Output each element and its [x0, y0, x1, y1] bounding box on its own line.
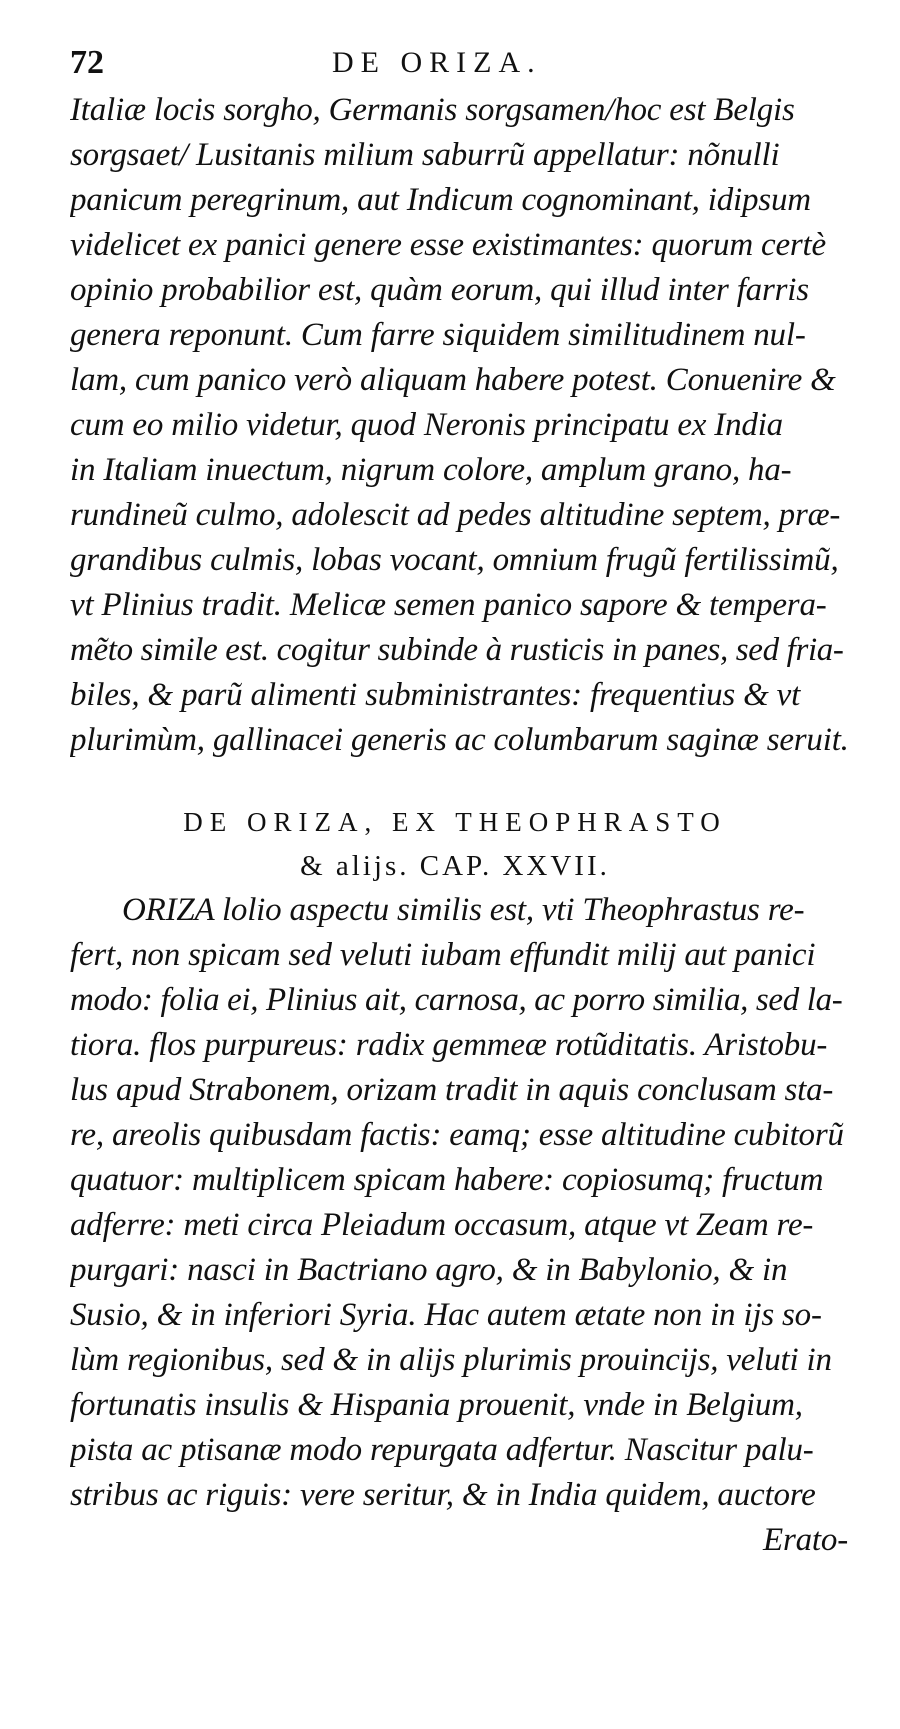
text-line: vt Plinius tradit. Melicæ semen panico sapore & tempera-	[70, 587, 827, 623]
text-line: adferre: meti circa Pleiadum occasum, atque vt Zeam re-	[70, 1207, 814, 1243]
text-line: rundineũ culmo, adolescit ad pedes altitudine septem, præ-	[70, 497, 841, 533]
text-line: genera reponunt. Cum farre siquidem similitudinem nul-	[70, 317, 806, 353]
text-line: sorgsaet/ Lusitanis milium saburrũ appellatur: nõnulli	[70, 137, 780, 173]
page-number: 72	[70, 44, 104, 81]
text-line: ORIZA lolio aspectu similis est, vti Theophrastus re-	[122, 892, 805, 928]
text-line: re, areolis quibusdam factis: eamq; esse altitudine cubitorũ	[70, 1117, 844, 1153]
text-line: modo: folia ei, Plinius ait, carnosa, ac porro similia, sed la-	[70, 982, 843, 1018]
text-line: lùm regionibus, sed & in alijs plurimis prouincijs, veluti in	[70, 1342, 832, 1378]
text-line: fert, non spicam sed veluti iubam effundit milij aut panici	[70, 937, 816, 973]
text-line: in Italiam inuectum, nigrum colore, amplum grano, ha-	[70, 452, 792, 488]
body-text-section-two	[70, 888, 850, 1563]
text-line: quatuor: multiplicem spicam habere: copiosumq; fructum	[70, 1162, 824, 1198]
text-line: pista ac ptisanæ modo repurgata adfertur. Nascitur palu-	[70, 1432, 814, 1468]
chapter-title: DE ORIZA, EX THEOPHRASTO	[183, 807, 727, 837]
chapter-subtitle: & alijs. CAP. XXVII.	[300, 850, 610, 882]
chapter-heading	[0, 800, 900, 888]
text-line: lam, cum panico verò aliquam habere potest. Conuenire &	[70, 362, 836, 398]
text-line: videlicet ex panici genere esse existimantes: quorum certè	[70, 227, 826, 263]
text-line: tiora. flos purpureus: radix gemmeæ rotũditatis. Aristobu-	[70, 1027, 828, 1063]
running-title: DE ORIZA.	[332, 46, 542, 79]
text-line: plurimùm, gallinacei generis ac columbarum saginæ seruit.	[70, 722, 849, 758]
text-line: grandibus culmis, lobas vocant, omnium frugũ fertilissimũ,	[70, 542, 839, 578]
text-line: cum eo milio videtur, quod Neronis principatu ex India	[70, 407, 783, 443]
body-text-section-one	[70, 88, 850, 763]
text-line: mẽto simile est. cogitur subinde à rusticis in panes, sed fria-	[70, 632, 844, 668]
running-head	[70, 44, 850, 90]
text-line: Susio, & in inferiori Syria. Hac autem ætate non in ijs so-	[70, 1297, 822, 1333]
text-line: Italiæ locis sorgho, Germanis sorgsamen/hoc est Belgis	[70, 92, 795, 128]
text-line: biles, & parũ alimenti subministrantes: frequentius & vt	[70, 677, 801, 713]
text-line: fortunatis insulis & Hispania prouenit, vnde in Belgium,	[70, 1387, 803, 1423]
text-line: stribus ac riguis: vere seritur, & in India quidem, auctore	[70, 1477, 816, 1513]
text-line: panicum peregrinum, aut Indicum cognominant, idipsum	[70, 182, 811, 218]
catchword: Erato-	[763, 1522, 848, 1558]
text-line: purgari: nasci in Bactriano agro, & in Babylonio, & in	[70, 1252, 788, 1288]
text-line: opinio probabilior est, quàm eorum, qui illud inter farris	[70, 272, 809, 308]
text-line: lus apud Strabonem, orizam tradit in aquis conclusam sta-	[70, 1072, 834, 1108]
